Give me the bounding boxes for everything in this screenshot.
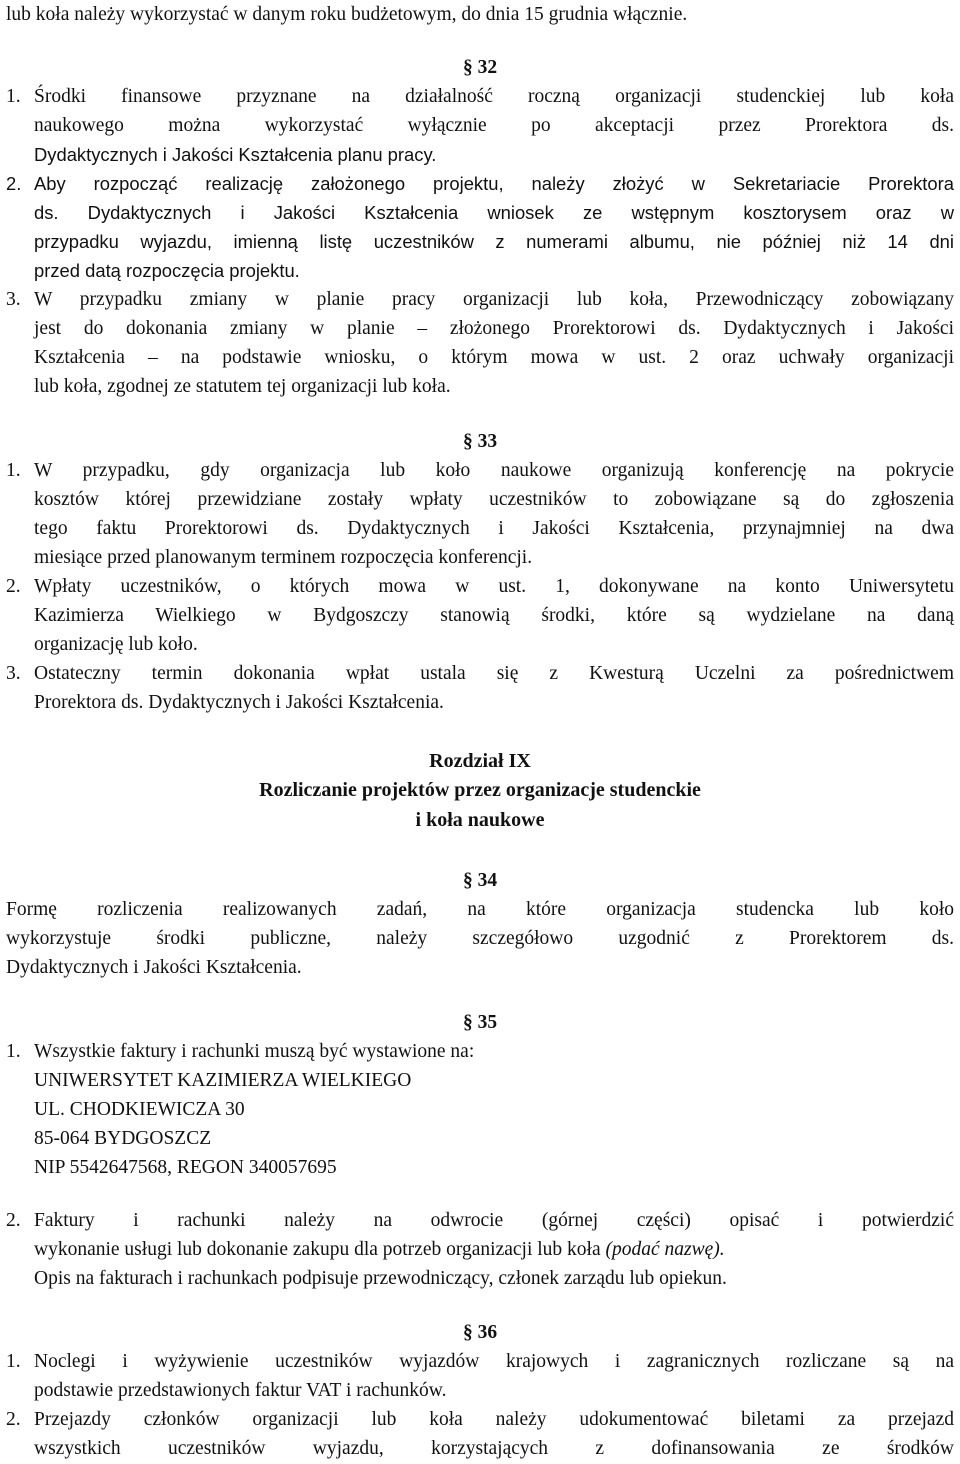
paragraph-line: W przypadku, gdy organizacja lub koło naukowe organizują konferencję na pokrycie (34, 460, 954, 481)
paragraph-line: Przejazdy członków organizacji lub koła należy udokumentować biletami za przejazd (34, 1409, 954, 1430)
paragraph-line: ds. Dydaktycznych i Jakości Kształcenia wniosek ze wstępnym kosztorysem oraz w (34, 202, 954, 223)
paragraph-line: przed datą rozpoczęcia projektu. (34, 260, 300, 281)
paragraph-line: Wpłaty uczestników, o których mowa w ust. 1, dokonywane na konto Uniwersytetu (34, 576, 954, 597)
item-number: 2. (6, 1210, 21, 1231)
paragraph-line: wszystkich uczestników wyjazdu, korzystających z dofinansowania ze środków (34, 1438, 954, 1459)
item-number: 1. (6, 1041, 21, 1062)
paragraph-line: podstawie przedstawionych faktur VAT i rachunków. (34, 1380, 447, 1401)
carryover-line: lub koła należy wykorzystać w danym roku budżetowym, do dnia 15 grudnia włącznie. (6, 4, 688, 25)
item-number: 3. (6, 663, 21, 684)
address-line: 85-064 BYDGOSZCZ (34, 1128, 212, 1149)
paragraph-line (34, 1235, 954, 1264)
paragraph-line: Środki finansowe przyznane na działalność roczną organizacji studenckiej lub koła (34, 86, 954, 107)
section-heading-32: § 32 (462, 57, 498, 78)
paragraph-line: tego faktu Prorektorowi ds. Dydaktycznych i Jakości Kształcenia, przynajmniej na dwa (34, 518, 954, 539)
paragraph-line: kosztów której przewidziane zostały wpłaty uczestników to zobowiązane są do zgłoszenia (34, 489, 954, 510)
paragraph-line: Dydaktycznych i Jakości Kształcenia planu pracy. (34, 144, 437, 165)
paragraph-line: Kształcenia – na podstawie wniosku, o którym mowa w ust. 2 oraz uchwały organizacji (34, 347, 954, 368)
item-number: 2. (6, 1409, 21, 1430)
paragraph-line: lub koła, zgodnej ze statutem tej organizacji lub koła. (34, 376, 451, 397)
chapter-number: Rozdział IX (429, 750, 531, 772)
paragraph-text: wykonanie usługi lub dokonanie zakupu dla potrzeb organizacji lub koła (34, 1239, 606, 1260)
section-heading-33: § 33 (462, 431, 498, 452)
paragraph-line: jest do dokonania zmiany w planie – złożonego Prorektorowi ds. Dydaktycznych i Jakości (34, 318, 954, 339)
paragraph-line: przypadku wyjazdu, imienną listę uczestników z numerami albumu, nie później niż 14 dni (34, 231, 954, 252)
item-number: 2. (6, 173, 22, 194)
paragraph-line: organizację lub koło. (34, 634, 198, 655)
paragraph-line: W przypadku zmiany w planie pracy organizacji lub koła, Przewodniczący zobowiązany (34, 289, 954, 310)
item-number: 2. (6, 576, 21, 597)
paragraph-line: miesiące przed planowanym terminem rozpoczęcia konferencji. (34, 547, 533, 568)
chapter-title-continued: i koła naukowe (415, 809, 545, 831)
address-line: UNIWERSYTET KAZIMIERZA WIELKIEGO (34, 1070, 412, 1091)
paragraph-line: Kazimierza Wielkiego w Bydgoszczy stanowią środki, które są wydzielane na daną (34, 605, 954, 626)
paragraph-line: Prorektora ds. Dydaktycznych i Jakości Kształcenia. (34, 692, 444, 713)
paragraph-line: Formę rozliczenia realizowanych zadań, na które organizacja studencka lub koło (6, 899, 954, 920)
paragraph-line: Noclegi i wyżywienie uczestników wyjazdów krajowych i zagranicznych rozliczane są na (34, 1351, 954, 1372)
paragraph-line: Faktury i rachunki należy na odwrocie (górnej części) opisać i potwierdzić (34, 1210, 954, 1231)
paragraph-line: wykorzystuje środki publiczne, należy szczegółowo uzgodnić z Prorektorem ds. (6, 928, 954, 949)
item-number: 3. (6, 289, 21, 310)
item-number: 1. (6, 460, 21, 481)
section-heading-34: § 34 (462, 870, 498, 891)
paragraph-line: Wszystkie faktury i rachunki muszą być wystawione na: (34, 1041, 475, 1062)
section-heading-35: § 35 (462, 1012, 498, 1033)
item-number: 1. (6, 1351, 21, 1372)
address-line: NIP 5542647568, REGON 340057695 (34, 1157, 337, 1178)
address-line: UL. CHODKIEWICZA 30 (34, 1099, 245, 1120)
paragraph-line: Ostateczny termin dokonania wpłat ustala się z Kwesturą Uczelni za pośrednictwem (34, 663, 954, 684)
chapter-title: Rozliczanie projektów przez organizacje studenckie (259, 779, 701, 801)
paragraph-line: naukowego można wykorzystać wyłącznie po akceptacji przez Prorektora ds. (34, 115, 954, 136)
paragraph-line: Aby rozpocząć realizację założonego projektu, należy złożyć w Sekretariacie Prorektora (34, 173, 954, 194)
item-number: 1. (6, 86, 21, 107)
paragraph-line: Opis na fakturach i rachunkach podpisuje przewodniczący, członek zarządu lub opiekun. (34, 1268, 727, 1289)
italic-note: (podać nazwę). (605, 1239, 725, 1260)
paragraph-line: Dydaktycznych i Jakości Kształcenia. (6, 957, 302, 978)
section-heading-36: § 36 (462, 1322, 498, 1343)
